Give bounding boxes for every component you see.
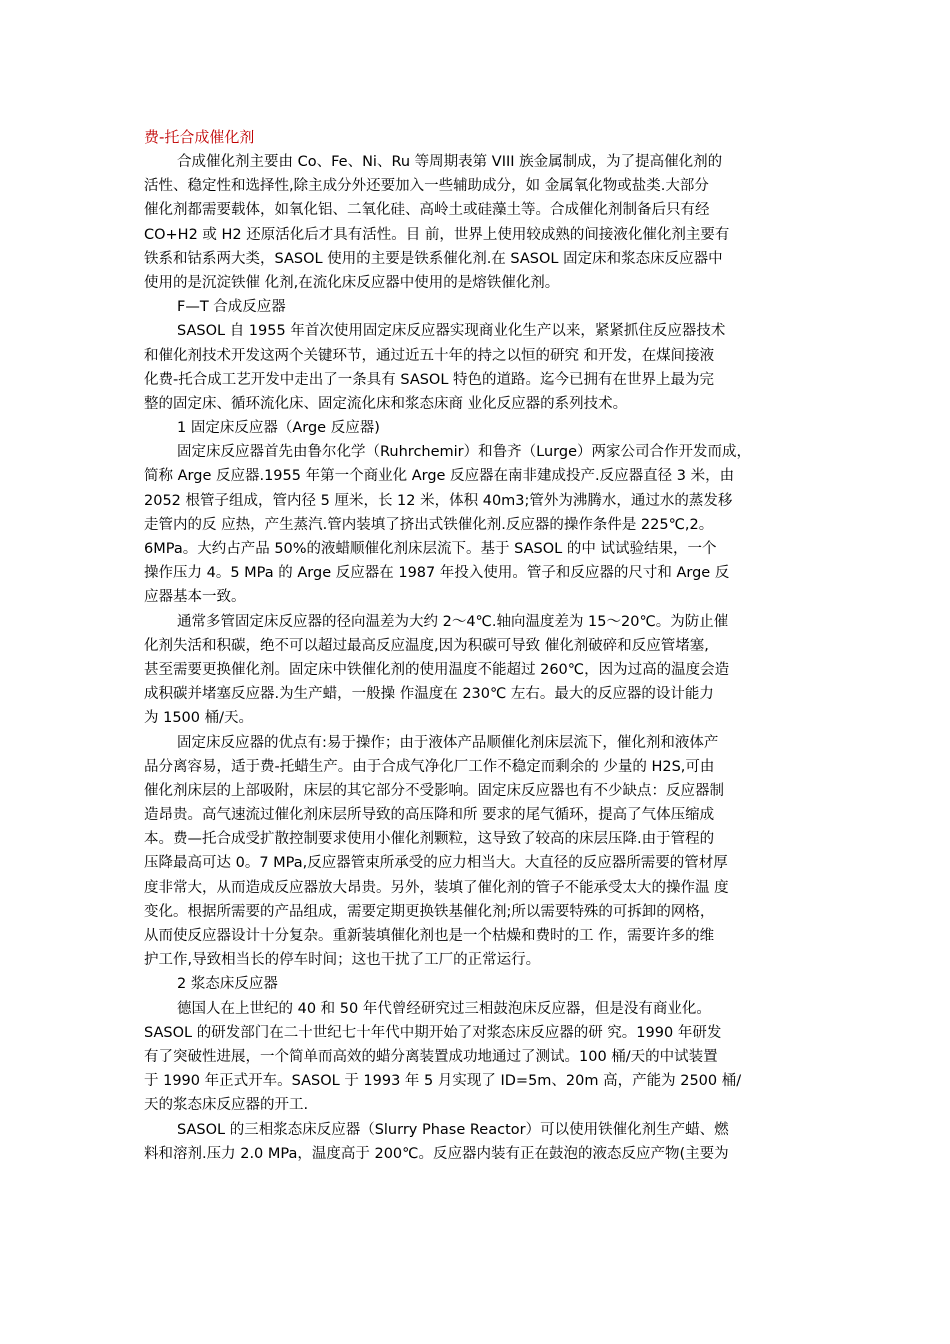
text-line: 固定床反应器的优点有:易于操作；由于液体产品顺催化剂床层流下，催化剂和液体产	[177, 734, 719, 751]
document-body	[144, 150, 812, 1166]
text-line: 2 浆态床反应器	[177, 976, 278, 993]
text-line: 于 1990 年正式开车。SASOL 于 1993 年 5 月实现了 ID=5m、20m 高，产能为 2500 桶/	[144, 1073, 742, 1090]
text-line: 整的固定床、循环流化床、固定流化床和浆态床商 业化反应器的系列技术。	[144, 395, 628, 412]
text-line: 品分离容易，适于费-托蜡生产。由于合成气净化厂工作不稳定而剩余的 少量的 H2S,可由	[144, 758, 715, 775]
text-line: 操作压力 4。5 MPa 的 Arge 反应器在 1987 年投入使用。管子和反应器的尺寸和 Arge 反	[144, 565, 730, 582]
text-line: SASOL 的研发部门在二十世纪七十年代中期开始了对浆态床反应器的研 究。1990 年研发	[144, 1024, 722, 1041]
text-line: 压降最高可达 0。7 MPa,反应器管束所承受的应力相当大。大直径的反应器所需要的管材厚	[144, 855, 728, 872]
text-line: 铁系和钴系两大类，SASOL 使用的主要是铁系催化剂.在 SASOL 固定床和浆态床反应器中	[144, 250, 723, 267]
text-line: 2052 根管子组成，管内径 5 厘米，长 12 米，体积 40m3;管外为沸腾水，通过水的蒸发移	[144, 492, 733, 509]
text-line: F—T 合成反应器	[177, 299, 286, 316]
text-line: 固定床反应器首先由鲁尔化学（Ruhrchemir）和鲁齐（Lurge）两家公司合作开发而成，	[177, 444, 751, 461]
text-line: 有了突破性进展，一个简单而高效的蜡分离装置成功地通过了测试。100 桶/天的中试装置	[144, 1048, 718, 1065]
text-line: 6MPa。大约占产品 50%的液蜡顺催化剂床层流下。基于 SASOL 的中 试试验结果，一个	[144, 541, 717, 557]
text-line: 度非常大，从而造成反应器放大昂贵。另外，装填了催化剂的管子不能承受太大的操作温 度	[144, 879, 729, 896]
document-page	[144, 124, 812, 1166]
text-line: 使用的是沉淀铁催 化剂,在流化床反应器中使用的是熔铁催化剂。	[144, 274, 560, 291]
text-line: 护工作,导致相当长的停车时间；这也干扰了工厂的正常运行。	[144, 952, 541, 969]
text-line: 化剂失活和积碳，绝不可以超过最高反应温度,因为积碳可导致 催化剂破碎和反应管堵塞,	[144, 637, 709, 654]
text-line: 合成催化剂主要由 Co、Fe、Ni、Ru 等周期表第 VIII 族金属制成，为了提高催化剂的	[177, 154, 723, 170]
text-line: 活性、稳定性和选择性,除主成分外还要加入一些辅助成分，如 金属氧化物或盐类.大部分	[144, 178, 709, 195]
text-line: 甚至需要更换催化剂。固定床中铁催化剂的使用温度不能超过 260℃，因为过高的温度会造	[144, 661, 730, 678]
text-line: 料和溶剂.压力 2.0 MPa，温度高于 200℃。反应器内装有正在鼓泡的液态反应产物(主要为	[144, 1145, 729, 1162]
text-line: 通常多管固定床反应器的径向温差为大约 2～4℃.轴向温度差为 15～20℃。为防止催	[177, 613, 729, 630]
text-line: 化费-托合成工艺开发中走出了一条具有 SASOL 特色的道路。迄今已拥有在世界上最为完	[144, 371, 715, 388]
text-line: 应器基本一致。	[144, 589, 246, 606]
document-title: 费-托合成催化剂	[144, 128, 255, 146]
text-line: 和催化剂技术开发这两个关键环节，通过近五十年的持之以恒的研究 和开发，在煤间接液	[144, 347, 715, 364]
text-line: 1 固定床反应器（Arge 反应器)	[177, 420, 380, 437]
text-line: 为 1500 桶/天。	[144, 710, 254, 727]
text-line: 从而使反应器设计十分复杂。重新装填催化剂也是一个枯燥和费时的工 作，需要许多的维	[144, 928, 715, 944]
text-line: 走管内的反 应热，产生蒸汽.管内装填了挤出式铁催化剂.反应器的操作条件是 225℃,2。	[144, 516, 714, 533]
text-line: 本。费—托合成受扩散控制要求使用小催化剂颗粒，这导致了较高的床层压降.由于管程的	[144, 831, 715, 848]
text-line: 催化剂都需要载体，如氧化铝、二氧化硅、高岭土或硅藻土等。合成催化剂制备后只有经	[144, 202, 710, 219]
text-line: 造昂贵。高气速流过催化剂床层所导致的高压降和所 要求的尾气循环，提高了气体压缩成	[144, 807, 715, 824]
text-line: CO+H2 或 H2 还原活化后才具有活性。目 前，世界上使用较成熟的间接液化催化剂主要有	[144, 226, 730, 243]
text-line: 天的浆态床反应器的开工.	[144, 1097, 309, 1114]
text-line: 德国人在上世纪的 40 和 50 年代曾经研究过三相鼓泡床反应器，但是没有商业化。	[177, 1000, 711, 1017]
text-line: 简称 Arge 反应器.1955 年第一个商业化 Arge 反应器在南非建成投产.反应器直径 3 米，由	[144, 468, 735, 485]
text-line: 催化剂床层的上部吸附，床层的其它部分不受影响。固定床反应器也有不少缺点：反应器制	[144, 782, 724, 799]
text-line: SASOL 的三相浆态床反应器（Slurry Phase Reactor）可以使用铁催化剂生产蜡、燃	[177, 1121, 729, 1138]
text-line: SASOL 自 1955 年首次使用固定床反应器实现商业化生产以来，紧紧抓住反应器技术	[177, 323, 726, 340]
text-line: 变化。根据所需要的产品组成，需要定期更换铁基催化剂;所以需要特殊的可拆卸的网格，	[144, 903, 715, 920]
text-line: 成积碳并堵塞反应器.为生产蜡，一般操 作温度在 230℃ 左右。最大的反应器的设计能力	[144, 686, 714, 703]
